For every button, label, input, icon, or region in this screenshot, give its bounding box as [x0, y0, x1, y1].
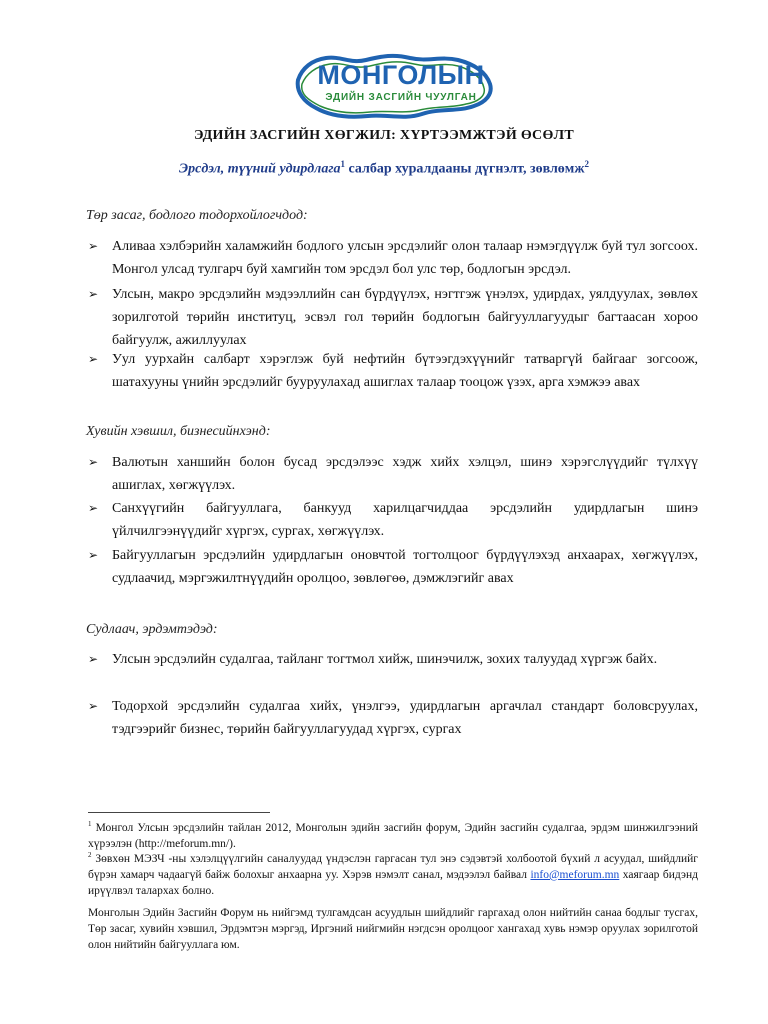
subtitle-rest: салбар хуралдааны дүгнэлт, зөвлөмж: [345, 161, 585, 177]
list-item: [88, 695, 698, 741]
page-subtitle: [0, 159, 768, 178]
list-item: [88, 648, 698, 671]
logo-sub-text: ЭДИЙН ЗАСГИЙН ЧУУЛГАН: [325, 92, 477, 103]
subtitle-italic: Эрсдэл, түүний удирдлага: [179, 161, 341, 177]
footnote-2-text-b: хаягаар бидэнд ирүүлвэл талархах болно.: [88, 868, 698, 897]
list-item-text: Тодорхой эрсдэлийн судалгаа хийх, үнэлгээ, удирдлагын аргачлал стандарт боловсруулах, тэдгээрийг бизнес, төрийн байгууллагуудад хүргэх, сургах: [112, 699, 698, 737]
list-item-text: Улсын, макро эрсдэлийн мэдээллийн сан бүрдүүлэх, нэгтгэж үнэлэх, удирдах, уялдуулах, зөвлөх зорилготой төрийн институц, эсвэл гол төрийн бодлогын байгууллагуудыг багтаасан хороо байгуулж, ажиллуулах: [112, 287, 698, 348]
email-link[interactable]: info@meforum.mn: [530, 868, 620, 881]
list-item-text: Улсын эрсдэлийн судалгаа, тайланг тогтмол хийж, шинэчилж, зохих талуудад хүргэж байх.: [112, 652, 658, 667]
closing-statement: Монголын Эдийн Засгийн Форум нь нийгэмд тулгамдсан асуудлын шийдлийг гаргахад олон нийтийн санаа бодлыг тусгах, Төр засаг, хувийн хэвшил, Эрдэмтэн мэргэд, Иргэний нийгмийн нэгдсэн оролцоог хангахад хувь нэмэр оруулах зорилготой олон нийтийн байгууллага юм.: [88, 907, 698, 951]
list-item: [88, 235, 698, 281]
list-item-text: Валютын ханшийн болон бусад эрсдэлээс хэдж хийх хэлцэл, шинэ хэрэгслүүдийг түлхүү ашиглах, хөгжүүлэх.: [112, 455, 698, 493]
arrow-bullet-icon: ➢: [88, 455, 99, 469]
footnote-2-text-a: Зөвхөн МЭЗЧ -ны хэлэлцүүлгийн саналуудад үндэслэн гаргасан тул энэ сэдэвтэй холбоотой бүхий л асуудал, шийдлийг бүрэн хамарч чадаагүй байж болохыг анхаарна уу. Хэрэв нэмэлт санал, мэдээлэл байвал: [88, 852, 698, 881]
section-heading-researchers: Судлаач, эрдэмтэдэд:: [86, 622, 218, 637]
footnote-divider: [88, 812, 270, 813]
list-item-text: Аливаа хэлбэрийн халамжийн бодлого улсын эрсдэлийг олон талаар нэмэгдүүлж буй тул зогсоох. Монгол улсад тулгарч буй хамгийн том эрсдэл бол улс төр, бодлогын эрсдэл.: [112, 239, 698, 277]
arrow-bullet-icon: ➢: [88, 501, 99, 515]
footnote-ref-2[interactable]: 2: [584, 159, 589, 169]
list-item-text: Уул уурхайн салбарт хэрэглэж буй нефтийн бүтээгдэхүүнийг татваргүй байгааг зогсоож, шатахууны үнийн эрсдэлийг бууруулахад ашиглах талаар тооцож үзэх, арга хэмжээ авах: [112, 352, 698, 390]
page-title: ЭДИЙН ЗАСГИЙН ХӨГЖИЛ: ХҮРТЭЭМЖТЭЙ ӨСӨЛТ: [193, 128, 574, 143]
logo-main-text: МОНГОЛЫН: [317, 60, 485, 90]
list-item: [88, 544, 698, 590]
list-item-text: Байгууллагын эрсдэлийн удирдлагын оновчтой тогтолцоог бүрдүүлэхэд анхаарах, хөгжүүлэх, судлаачид, мэргэжилтнүүдийн оролцоо, зөвлөгөө, дэмжлэгийг авах: [112, 548, 698, 586]
list-item-text: Санхүүгийн байгууллага, банкууд харилцагчиддаа эрсдэлийн удирдлагын шинэ үйлчилгээнүүдийг хүргэх, сургах, хөгжүүлэх.: [112, 501, 698, 539]
arrow-bullet-icon: ➢: [88, 352, 99, 366]
footnote-mark-1: 1: [88, 820, 92, 828]
arrow-bullet-icon: ➢: [88, 239, 99, 253]
arrow-bullet-icon: ➢: [88, 699, 99, 713]
section-heading-government: Төр засаг, бодлого тодорхойлогчдод:: [86, 208, 308, 223]
footnote-1-text: Монгол Улсын эрсдэлийн тайлан 2012, Монголын эдийн засгийн форум, Эдийн засгийн судалгаа, эрдэм шинжилгээний хүрээлэн (http://meforum.mn/).: [88, 821, 698, 850]
list-item: [88, 451, 698, 497]
footnote-mark-2: 2: [88, 851, 92, 859]
arrow-bullet-icon: ➢: [88, 652, 99, 666]
arrow-bullet-icon: ➢: [88, 287, 99, 301]
list-item: [88, 348, 698, 394]
forum-logo: [290, 50, 500, 122]
list-item: [88, 497, 698, 543]
list-item: [88, 283, 698, 352]
arrow-bullet-icon: ➢: [88, 548, 99, 562]
footnote-ref-1[interactable]: 1: [340, 159, 345, 169]
section-heading-private-sector: Хувийн хэвшил, бизнесийнхэнд:: [86, 424, 271, 439]
footnote-2: [88, 847, 698, 899]
